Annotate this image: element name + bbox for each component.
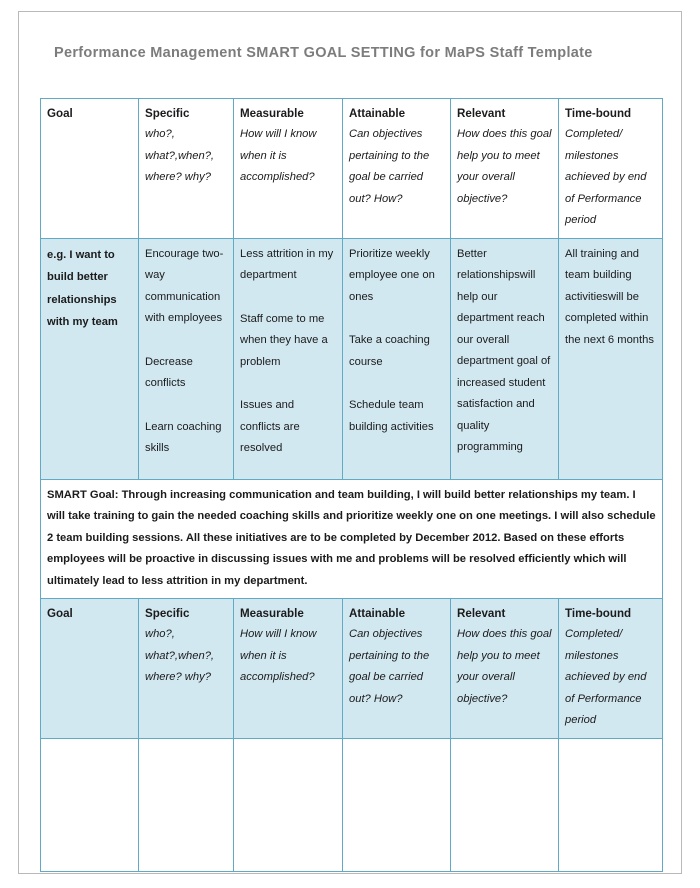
- header-cell-attainable: [343, 99, 451, 239]
- example-measurable-item: Staff come to me when they have a problem: [240, 312, 328, 368]
- header-cell-measurable: [234, 99, 343, 239]
- header-cell-time-bound: [559, 99, 663, 239]
- header-label-measurable-2: Measurable: [240, 607, 304, 620]
- header-cell-relevant-2: [451, 599, 559, 739]
- header-label-attainable: Attainable: [349, 107, 406, 120]
- header-hint-relevant: How does this goal help you to meet your overall objective?: [457, 128, 552, 205]
- smart-goal-statement-row: [41, 479, 663, 599]
- smart-goal-table: [40, 98, 663, 872]
- header-hint-measurable: How will I know when it is accomplished?: [240, 128, 317, 183]
- example-measurable-item: Less attrition in my department: [240, 247, 334, 281]
- header-hint-time-bound: Completed/ milestones achieved by end of Performance period: [565, 128, 647, 226]
- header-hint-time-bound-2: Completed/ milestones achieved by end of Performance period: [565, 628, 647, 726]
- blank-cell-time-bound[interactable]: [559, 738, 663, 871]
- header-label-time-bound-2: Time-bound: [565, 607, 632, 620]
- table-row: [41, 238, 663, 479]
- blank-cell-relevant[interactable]: [451, 738, 559, 871]
- example-goal-text: e.g. I want to build better relationships with my team: [47, 248, 118, 328]
- header-label-attainable-2: Attainable: [349, 607, 406, 620]
- header-cell-attainable-2: [343, 599, 451, 739]
- example-specific-item: Decrease conflicts: [145, 355, 193, 389]
- blank-cell-goal[interactable]: [41, 738, 139, 871]
- table-row-blank: [41, 738, 663, 871]
- table-header-row-bottom: [41, 599, 663, 739]
- example-cell-time-bound: [559, 238, 663, 479]
- blank-cell-measurable[interactable]: [234, 738, 343, 871]
- example-attainable-item: Prioritize weekly employee one on ones: [349, 247, 435, 303]
- example-measurable-item: Issues and conflicts are resolved: [240, 399, 300, 454]
- example-relevant-item: Better relationshipswill help our department reach our overall department goal of increased student satisfaction and quality programming: [457, 247, 551, 453]
- header-hint-measurable-2: How will I know when it is accomplished?: [240, 628, 317, 683]
- header-label-measurable: Measurable: [240, 107, 304, 120]
- header-cell-relevant: [451, 99, 559, 239]
- header-label-goal: Goal: [47, 107, 73, 120]
- example-specific-item: Encourage two-way communication with employees: [145, 247, 224, 324]
- example-cell-relevant: [451, 238, 559, 479]
- blank-cell-attainable[interactable]: [343, 738, 451, 871]
- example-cell-measurable: [234, 238, 343, 479]
- header-hint-relevant-2: How does this goal help you to meet your overall objective?: [457, 628, 552, 705]
- example-time-bound-item: All training and team building activitieswill be completed within the next 6 months: [565, 247, 654, 346]
- header-hint-attainable: Can objectives pertaining to the goal be carried out? How?: [349, 128, 430, 205]
- header-label-specific-2: Specific: [145, 607, 190, 620]
- header-label-time-bound: Time-bound: [565, 107, 632, 120]
- header-cell-measurable-2: [234, 599, 343, 739]
- page-title: Performance Management SMART GOAL SETTING for MaPS Staff Template: [54, 45, 593, 61]
- example-cell-attainable: [343, 238, 451, 479]
- header-hint-specific-2: who?, what?,when?, where? why?: [145, 628, 215, 683]
- header-label-goal-2: Goal: [47, 607, 73, 620]
- header-label-specific: Specific: [145, 107, 190, 120]
- header-hint-specific: who?, what?,when?, where? why?: [145, 128, 215, 183]
- header-cell-specific: [139, 99, 234, 239]
- example-attainable-item: Schedule team building activities: [349, 399, 434, 433]
- header-cell-goal: [41, 99, 139, 239]
- example-specific-item: Learn coaching skills: [145, 420, 222, 454]
- header-hint-attainable-2: Can objectives pertaining to the goal be carried out? How?: [349, 628, 430, 705]
- table-header-row-top: [41, 99, 663, 239]
- header-cell-time-bound-2: [559, 599, 663, 739]
- header-label-relevant: Relevant: [457, 107, 506, 120]
- example-cell-specific: [139, 238, 234, 479]
- header-label-relevant-2: Relevant: [457, 607, 506, 620]
- document-page: [18, 11, 682, 874]
- header-cell-goal-2: [41, 599, 139, 739]
- example-attainable-item: Take a coaching course: [349, 334, 430, 368]
- smart-goal-statement: SMART Goal: Through increasing communication and team building, I will build better relationships my team. I will take training to gain the needed coaching skills and prioritize weekly one on one meetings. I will also schedule 2 team building sessions. All these initiatives are to be completed by December 2012. Based on these efforts employees will be proactive in discussing issues with me and problems will be resolved efficiently which will ultimately lead to less attrition in my department.: [41, 479, 663, 599]
- header-cell-specific-2: [139, 599, 234, 739]
- blank-cell-specific[interactable]: [139, 738, 234, 871]
- example-cell-goal: [41, 238, 139, 479]
